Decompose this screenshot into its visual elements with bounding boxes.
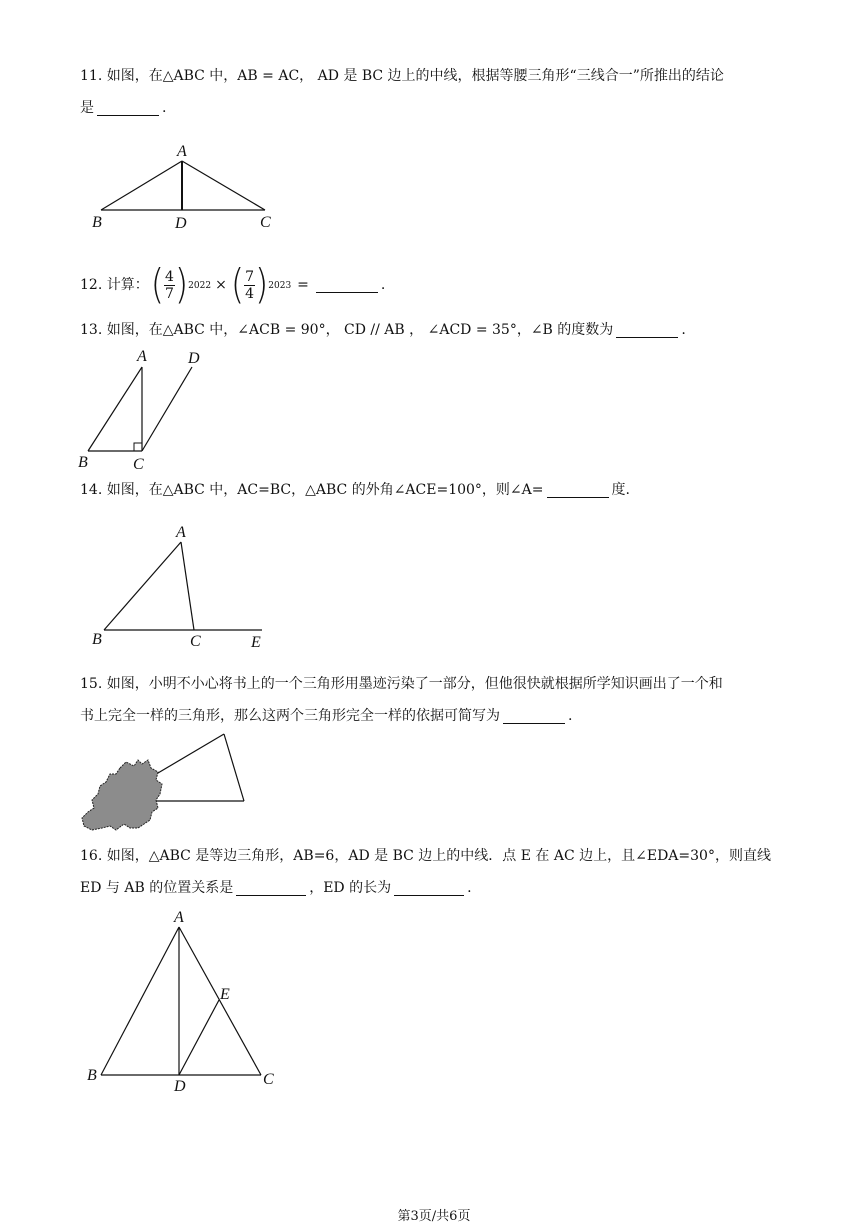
question-16: 16. 如图，△ABC 是等边三角形，AB=6，AD 是 BC 边上的中线．点 E 在 AC 边上，且∠EDA=30°，则直线 ED 与 AB 的位置关系是 ，ED 的长为 . (80, 840, 800, 904)
ink-stain (82, 760, 162, 830)
figure-q15-ink-triangle (76, 728, 256, 838)
figure-q11-triangle (80, 140, 300, 240)
figure-q14-triangle (88, 520, 288, 655)
figure-q16-equilateral-triangle (80, 910, 300, 1100)
question-16-line-1: 16. 如图，△ABC 是等边三角形，AB=6，AD 是 BC 边上的中线．点 E 在 AC 边上，且∠EDA=30°，则直线 (80, 848, 771, 864)
question-11: 11. 如图，在△ABC 中，AB = AC， AD 是 BC 边上的中线，根据等腰三角形“三线合一”所推出的结论 是 . (80, 60, 800, 124)
answer-blank-16-length[interactable] (394, 881, 464, 896)
vertex-label-b: B (92, 214, 102, 231)
question-16-line-2b: ，ED 的长为 (309, 880, 392, 896)
question-13: 13. 如图，在△ABC 中，∠ACB = 90°， CD // AB ， ∠ACD = 35°，∠B 的度数为 . (80, 314, 800, 346)
vertex-label-a: A (137, 348, 147, 365)
question-15-line-1: 15. 如图，小明不小心将书上的一个三角形用墨迹污染了一部分，但他很快就根据所学知识画出了一个和 (80, 676, 723, 692)
vertex-label-b: B (78, 454, 88, 471)
question-12-prefix: 12. 计算： (80, 277, 149, 293)
vertex-label-e: E (251, 634, 261, 651)
question-15: 15. 如图，小明不小心将书上的一个三角形用墨迹污染了一部分，但他很快就根据所学知识画出了一个和 书上完全一样的三角形，那么这两个三角形完全一样的依据可简写为 . (80, 668, 800, 732)
vertex-label-b: B (87, 1067, 97, 1084)
fraction-7-4: ( 7 4 ) 2023 (230, 261, 292, 309)
question-14: 14. 如图，在△ABC 中，AC=BC，△ABC 的外角∠ACE=100°，则∠A= 度. (80, 474, 800, 506)
question-15-line-2: 书上完全一样的三角形，那么这两个三角形完全一样的依据可简写为 (80, 708, 500, 724)
answer-blank-13[interactable] (616, 323, 678, 338)
question-11-line-2: 是 (80, 100, 94, 116)
vertex-label-c: C (263, 1071, 274, 1088)
vertex-label-c: C (133, 456, 144, 473)
question-16-line-2a: ED 与 AB 的位置关系是 (80, 880, 234, 896)
question-12: 12. 计算： ( 4 7 ) 2022 × ( 7 4 ) 2023 = . (80, 261, 386, 309)
fraction-4-7: ( 4 7 ) 2022 (150, 261, 212, 309)
vertex-label-a: A (177, 143, 187, 160)
exponent-2023: 2023 (268, 281, 292, 291)
figure-q13-triangle (76, 345, 226, 475)
vertex-label-a: A (176, 524, 186, 541)
answer-blank-12[interactable] (316, 278, 378, 293)
question-13-text: 13. 如图，在△ABC 中，∠ACB = 90°， CD // AB ， ∠ACD = 35°，∠B 的度数为 (80, 322, 614, 338)
vertex-label-d: D (174, 1078, 186, 1095)
answer-blank-15[interactable] (503, 709, 565, 724)
question-11-line-1: 11. 如图，在△ABC 中，AB = AC， AD 是 BC 边上的中线，根据等腰三角形“三线合一”所推出的结论 (80, 68, 724, 84)
vertex-label-a: A (174, 909, 184, 926)
vertex-label-d: D (188, 350, 200, 367)
question-14-text: 14. 如图，在△ABC 中，AC=BC，△ABC 的外角∠ACE=100°，则∠A= (80, 482, 544, 498)
answer-blank-11[interactable] (97, 101, 159, 116)
vertex-label-c: C (190, 633, 201, 650)
vertex-label-d: D (175, 215, 187, 232)
vertex-label-c: C (260, 214, 271, 231)
page-number: 第3页/共6页 (397, 1209, 471, 1224)
times-sign: × (215, 277, 227, 293)
answer-blank-16-relation[interactable] (236, 881, 306, 896)
exponent-2022: 2022 (188, 281, 212, 291)
answer-blank-14[interactable] (547, 483, 609, 498)
vertex-label-e: E (220, 986, 230, 1003)
vertex-label-b: B (92, 631, 102, 648)
